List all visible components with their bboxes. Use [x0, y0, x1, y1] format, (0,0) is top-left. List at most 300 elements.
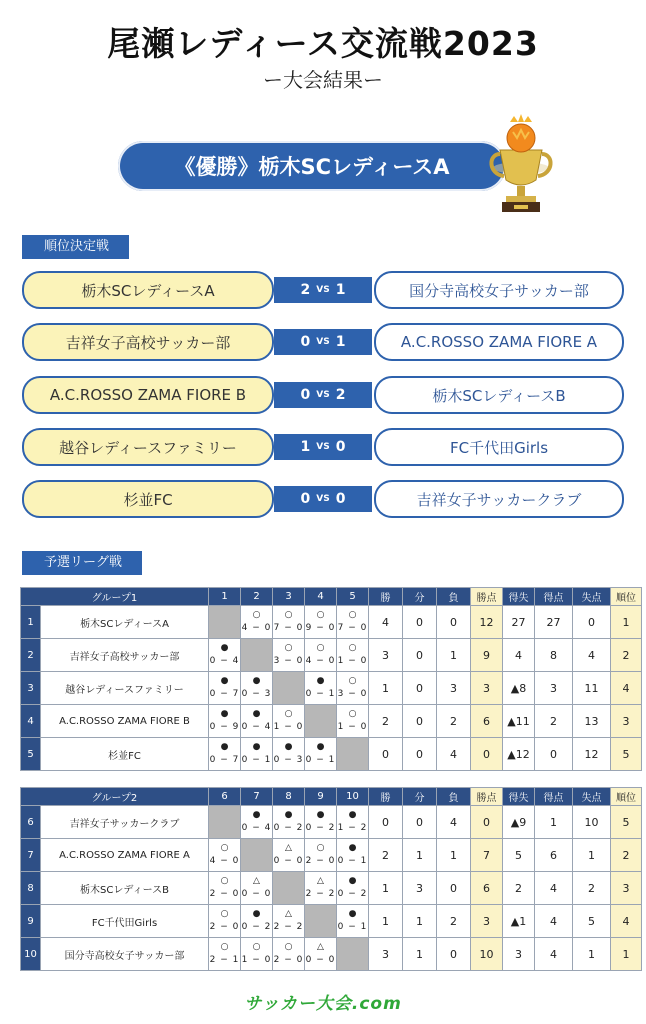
result-score: 2 − 0: [209, 922, 240, 932]
team-row: [21, 839, 642, 872]
result-score: 0 − 1: [305, 755, 336, 765]
result-mark: ○: [252, 610, 261, 620]
goal-difference-cell: 2: [503, 872, 535, 905]
result-score: 0 − 3: [241, 689, 272, 699]
match-result-cell: [273, 806, 305, 839]
match-result-cell: [337, 639, 369, 672]
away-team: A.C.ROSSO ZAMA FIORE A: [374, 323, 624, 361]
group-1-table: [20, 587, 642, 771]
points-cell: 0: [471, 738, 503, 771]
match-result-cell: [305, 839, 337, 872]
goal-difference-cell: ▲9: [503, 806, 535, 839]
match-result-cell: [337, 839, 369, 872]
stat-column-header: 勝点: [471, 788, 503, 806]
ranking-section-label: 順位決定戦: [22, 235, 129, 259]
match-result-cell: [337, 705, 369, 738]
rank-cell: 5: [611, 806, 642, 839]
stat-column-header: 失点: [573, 788, 611, 806]
team-number: 5: [21, 738, 41, 771]
champion-banner: [118, 141, 506, 191]
result-mark: △: [285, 843, 292, 853]
team-name: 吉祥女子高校サッカー部: [41, 639, 209, 672]
goal-difference-cell: 5: [503, 839, 535, 872]
result-mark: ●: [348, 843, 357, 853]
match-result-cell: [305, 639, 337, 672]
match-result-cell: [209, 938, 241, 971]
match-result-cell: [241, 606, 273, 639]
goals-against-cell: 13: [573, 705, 611, 738]
match-result-cell: [241, 672, 273, 705]
goals-for-cell: 6: [535, 839, 573, 872]
match-result-cell: [273, 738, 305, 771]
home-score: 0: [300, 334, 311, 350]
result-score: 3 − 0: [337, 689, 368, 699]
result-score: 0 − 4: [241, 722, 272, 732]
result-score: 2 − 0: [305, 856, 336, 866]
goal-difference-cell: 4: [503, 639, 535, 672]
result-mark: ●: [316, 810, 325, 820]
match-result-cell: [241, 872, 273, 905]
rank-cell: 4: [611, 672, 642, 705]
stat-column-header: 順位: [611, 788, 642, 806]
draws-cell: 0: [403, 806, 437, 839]
result-mark: ●: [252, 709, 261, 719]
result-score: 0 − 7: [209, 689, 240, 699]
group-header-row: [21, 588, 642, 606]
opponent-column-header: 10: [337, 788, 369, 806]
match-result-cell: [337, 606, 369, 639]
result-score: 0 − 2: [273, 823, 304, 833]
losses-cell: 4: [437, 806, 471, 839]
stat-column-header: 勝: [369, 788, 403, 806]
group-name: グループ1: [21, 588, 209, 606]
opponent-column-header: 4: [305, 588, 337, 606]
match-result-cell: [241, 705, 273, 738]
goals-for-cell: 4: [535, 905, 573, 938]
losses-cell: 0: [437, 938, 471, 971]
team-row: [21, 938, 642, 971]
goals-for-cell: 3: [535, 672, 573, 705]
result-score: 0 − 7: [209, 755, 240, 765]
draws-cell: 1: [403, 905, 437, 938]
result-mark: △: [317, 942, 324, 952]
result-mark: ●: [252, 909, 261, 919]
away-score: 1: [335, 282, 346, 298]
result-score: 0 − 2: [305, 823, 336, 833]
match-result-cell: [209, 872, 241, 905]
team-name: A.C.ROSSO ZAMA FIORE A: [41, 839, 209, 872]
draws-cell: 0: [403, 672, 437, 705]
team-row: [21, 872, 642, 905]
team-name: FC千代田Girls: [41, 905, 209, 938]
stat-column-header: 得失: [503, 588, 535, 606]
result-score: 1 − 2: [337, 823, 368, 833]
self-match-cell: [337, 738, 369, 771]
rank-cell: 1: [611, 606, 642, 639]
result-mark: ○: [348, 676, 357, 686]
match-result-cell: [209, 705, 241, 738]
result-mark: ○: [348, 709, 357, 719]
result-mark: ○: [348, 610, 357, 620]
result-mark: ○: [316, 643, 325, 653]
match-result-cell: [209, 672, 241, 705]
away-team: FC千代田Girls: [374, 428, 624, 466]
match-result-cell: [273, 839, 305, 872]
result-score: 4 − 0: [241, 623, 272, 633]
wins-cell: 0: [369, 806, 403, 839]
wins-cell: 4: [369, 606, 403, 639]
result-mark: ●: [284, 742, 293, 752]
stat-column-header: 得失: [503, 788, 535, 806]
rank-cell: 1: [611, 938, 642, 971]
home-team: A.C.ROSSO ZAMA FIORE B: [22, 376, 274, 414]
ranking-match: [22, 376, 624, 414]
goals-for-cell: 27: [535, 606, 573, 639]
result-mark: ●: [316, 676, 325, 686]
wins-cell: 3: [369, 639, 403, 672]
team-number: 7: [21, 839, 41, 872]
vs-label: VS: [316, 442, 330, 452]
home-score: 1: [300, 439, 311, 455]
ranking-match: [22, 428, 624, 466]
result-mark: ○: [316, 610, 325, 620]
score-box: [274, 434, 372, 460]
ranking-match: [22, 271, 624, 309]
goals-for-cell: 2: [535, 705, 573, 738]
result-mark: △: [285, 909, 292, 919]
self-match-cell: [337, 938, 369, 971]
result-mark: ●: [284, 810, 293, 820]
goal-difference-cell: ▲12: [503, 738, 535, 771]
match-result-cell: [305, 938, 337, 971]
stat-column-header: 負: [437, 788, 471, 806]
losses-cell: 4: [437, 738, 471, 771]
home-score: 2: [300, 282, 311, 298]
team-row: [21, 806, 642, 839]
wins-cell: 2: [369, 705, 403, 738]
draws-cell: 0: [403, 606, 437, 639]
team-number: 10: [21, 938, 41, 971]
points-cell: 3: [471, 905, 503, 938]
goals-for-cell: 1: [535, 806, 573, 839]
team-number: 6: [21, 806, 41, 839]
result-score: 1 − 0: [273, 722, 304, 732]
result-mark: ●: [252, 810, 261, 820]
result-score: 0 − 4: [209, 656, 240, 666]
match-result-cell: [305, 606, 337, 639]
result-mark: ○: [220, 909, 229, 919]
losses-cell: 1: [437, 839, 471, 872]
goal-difference-cell: ▲11: [503, 705, 535, 738]
result-mark: ○: [220, 876, 229, 886]
match-result-cell: [305, 872, 337, 905]
goals-against-cell: 12: [573, 738, 611, 771]
match-result-cell: [273, 705, 305, 738]
goals-for-cell: 0: [535, 738, 573, 771]
team-name: 栃木SCレディースA: [41, 606, 209, 639]
result-score: 0 − 4: [241, 823, 272, 833]
self-match-cell: [209, 606, 241, 639]
match-result-cell: [241, 905, 273, 938]
vs-label: VS: [316, 337, 330, 347]
result-mark: ○: [220, 843, 229, 853]
goal-difference-cell: 3: [503, 938, 535, 971]
goals-against-cell: 2: [573, 872, 611, 905]
wins-cell: 3: [369, 938, 403, 971]
match-result-cell: [241, 738, 273, 771]
points-cell: 12: [471, 606, 503, 639]
team-name: 越谷レディースファミリー: [41, 672, 209, 705]
away-team: 吉祥女子サッカークラブ: [374, 480, 624, 518]
match-result-cell: [337, 806, 369, 839]
score-box: [274, 277, 372, 303]
goals-against-cell: 11: [573, 672, 611, 705]
opponent-column-header: 6: [209, 788, 241, 806]
result-score: 0 − 1: [241, 755, 272, 765]
self-match-cell: [305, 905, 337, 938]
result-score: 1 − 0: [241, 955, 272, 965]
result-mark: ○: [284, 610, 293, 620]
losses-cell: 2: [437, 905, 471, 938]
opponent-column-header: 7: [241, 788, 273, 806]
score-box: [274, 486, 372, 512]
result-mark: ●: [220, 676, 229, 686]
champion-text: 《優勝》栃木SCレディースA: [174, 155, 450, 179]
home-team: 杉並FC: [22, 480, 274, 518]
team-number: 8: [21, 872, 41, 905]
result-score: 2 − 2: [305, 889, 336, 899]
vs-label: VS: [316, 285, 330, 295]
result-mark: ○: [284, 942, 293, 952]
self-match-cell: [241, 839, 273, 872]
goals-against-cell: 1: [573, 938, 611, 971]
result-score: 4 − 0: [305, 656, 336, 666]
opponent-column-header: 9: [305, 788, 337, 806]
away-score: 1: [335, 334, 346, 350]
team-row: [21, 905, 642, 938]
points-cell: 10: [471, 938, 503, 971]
goal-difference-cell: ▲8: [503, 672, 535, 705]
team-row: [21, 606, 642, 639]
match-result-cell: [241, 806, 273, 839]
site-logo: サッカー大会.com: [244, 994, 402, 1014]
vs-label: VS: [316, 494, 330, 504]
draws-cell: 0: [403, 639, 437, 672]
goals-against-cell: 0: [573, 606, 611, 639]
goal-difference-cell: 27: [503, 606, 535, 639]
home-score: 0: [300, 387, 311, 403]
result-mark: ●: [348, 909, 357, 919]
points-cell: 6: [471, 705, 503, 738]
opponent-column-header: 2: [241, 588, 273, 606]
away-score: 2: [335, 387, 346, 403]
team-row: [21, 705, 642, 738]
result-mark: △: [317, 876, 324, 886]
result-mark: ○: [348, 643, 357, 653]
team-number: 3: [21, 672, 41, 705]
result-score: 0 − 0: [241, 889, 272, 899]
rank-cell: 2: [611, 639, 642, 672]
vs-label: VS: [316, 390, 330, 400]
points-cell: 9: [471, 639, 503, 672]
result-score: 0 − 1: [305, 689, 336, 699]
result-mark: △: [253, 876, 260, 886]
result-score: 2 − 1: [209, 955, 240, 965]
draws-cell: 0: [403, 705, 437, 738]
match-result-cell: [305, 738, 337, 771]
result-score: 0 − 2: [337, 889, 368, 899]
ranking-match: [22, 480, 624, 518]
result-score: 0 − 0: [273, 856, 304, 866]
result-mark: ○: [220, 942, 229, 952]
wins-cell: 1: [369, 905, 403, 938]
score-box: [274, 329, 372, 355]
opponent-column-header: 1: [209, 588, 241, 606]
rank-cell: 3: [611, 872, 642, 905]
goals-for-cell: 4: [535, 938, 573, 971]
away-score: 0: [335, 439, 346, 455]
losses-cell: 0: [437, 606, 471, 639]
result-score: 0 − 9: [209, 722, 240, 732]
result-score: 0 − 1: [337, 856, 368, 866]
rank-cell: 4: [611, 905, 642, 938]
trophy-icon: [486, 110, 556, 220]
match-result-cell: [337, 905, 369, 938]
home-team: 越谷レディースファミリー: [22, 428, 274, 466]
team-name: 国分寺高校女子サッカー部: [41, 938, 209, 971]
page-title: 尾瀬レディース交流戦2023: [107, 24, 539, 63]
result-score: 0 − 2: [241, 922, 272, 932]
page-subtitle: ー大会結果ー: [263, 68, 383, 92]
draws-cell: 1: [403, 938, 437, 971]
goals-against-cell: 5: [573, 905, 611, 938]
stat-column-header: 勝点: [471, 588, 503, 606]
group-header-row: [21, 788, 642, 806]
goals-for-cell: 4: [535, 872, 573, 905]
result-mark: ●: [220, 709, 229, 719]
result-score: 2 − 0: [209, 889, 240, 899]
losses-cell: 3: [437, 672, 471, 705]
opponent-column-header: 3: [273, 588, 305, 606]
points-cell: 6: [471, 872, 503, 905]
team-row: [21, 639, 642, 672]
team-number: 1: [21, 606, 41, 639]
result-score: 3 − 0: [273, 656, 304, 666]
result-mark: ●: [252, 676, 261, 686]
self-match-cell: [241, 639, 273, 672]
match-result-cell: [337, 872, 369, 905]
team-name: A.C.ROSSO ZAMA FIORE B: [41, 705, 209, 738]
losses-cell: 1: [437, 639, 471, 672]
result-score: 9 − 0: [305, 623, 336, 633]
result-mark: ●: [220, 643, 229, 653]
result-score: 7 − 0: [337, 623, 368, 633]
stat-column-header: 分: [403, 788, 437, 806]
home-score: 0: [300, 491, 311, 507]
match-result-cell: [209, 905, 241, 938]
stat-column-header: 得点: [535, 788, 573, 806]
team-name: 栃木SCレディースB: [41, 872, 209, 905]
team-number: 4: [21, 705, 41, 738]
away-team: 栃木SCレディースB: [374, 376, 624, 414]
points-cell: 0: [471, 806, 503, 839]
result-mark: ○: [316, 843, 325, 853]
draws-cell: 1: [403, 839, 437, 872]
opponent-column-header: 5: [337, 588, 369, 606]
match-result-cell: [273, 606, 305, 639]
rank-cell: 5: [611, 738, 642, 771]
result-score: 0 − 0: [305, 955, 336, 965]
draws-cell: 0: [403, 738, 437, 771]
losses-cell: 0: [437, 872, 471, 905]
result-mark: ○: [284, 709, 293, 719]
match-result-cell: [305, 806, 337, 839]
stat-column-header: 順位: [611, 588, 642, 606]
team-row: [21, 672, 642, 705]
points-cell: 7: [471, 839, 503, 872]
team-name: 杉並FC: [41, 738, 209, 771]
wins-cell: 0: [369, 738, 403, 771]
wins-cell: 2: [369, 839, 403, 872]
result-score: 2 − 0: [273, 955, 304, 965]
wins-cell: 1: [369, 672, 403, 705]
match-result-cell: [273, 639, 305, 672]
result-mark: ●: [348, 810, 357, 820]
wins-cell: 1: [369, 872, 403, 905]
result-score: 1 − 0: [337, 722, 368, 732]
goals-against-cell: 4: [573, 639, 611, 672]
team-name: 吉祥女子サッカークラブ: [41, 806, 209, 839]
team-number: 2: [21, 639, 41, 672]
match-result-cell: [241, 938, 273, 971]
rank-cell: 2: [611, 839, 642, 872]
result-mark: ●: [252, 742, 261, 752]
match-result-cell: [337, 672, 369, 705]
result-score: 0 − 1: [337, 922, 368, 932]
self-match-cell: [209, 806, 241, 839]
goals-for-cell: 8: [535, 639, 573, 672]
self-match-cell: [273, 872, 305, 905]
goals-against-cell: 10: [573, 806, 611, 839]
losses-cell: 2: [437, 705, 471, 738]
result-mark: ○: [252, 942, 261, 952]
result-mark: ●: [316, 742, 325, 752]
score-box: [274, 382, 372, 408]
result-mark: ●: [220, 742, 229, 752]
home-team: 吉祥女子高校サッカー部: [22, 323, 274, 361]
result-score: 4 − 0: [209, 856, 240, 866]
team-number: 9: [21, 905, 41, 938]
rank-cell: 3: [611, 705, 642, 738]
match-result-cell: [273, 938, 305, 971]
stat-column-header: 得点: [535, 588, 573, 606]
group-2-table: [20, 787, 642, 971]
result-score: 1 − 0: [337, 656, 368, 666]
draws-cell: 3: [403, 872, 437, 905]
result-score: 7 − 0: [273, 623, 304, 633]
result-score: 2 − 2: [273, 922, 304, 932]
away-team: 国分寺高校女子サッカー部: [374, 271, 624, 309]
result-mark: ○: [284, 643, 293, 653]
result-mark: ●: [348, 876, 357, 886]
stat-column-header: 負: [437, 588, 471, 606]
match-result-cell: [209, 738, 241, 771]
home-team: 栃木SCレディースA: [22, 271, 274, 309]
stat-column-header: 勝: [369, 588, 403, 606]
stat-column-header: 分: [403, 588, 437, 606]
match-result-cell: [273, 905, 305, 938]
self-match-cell: [273, 672, 305, 705]
